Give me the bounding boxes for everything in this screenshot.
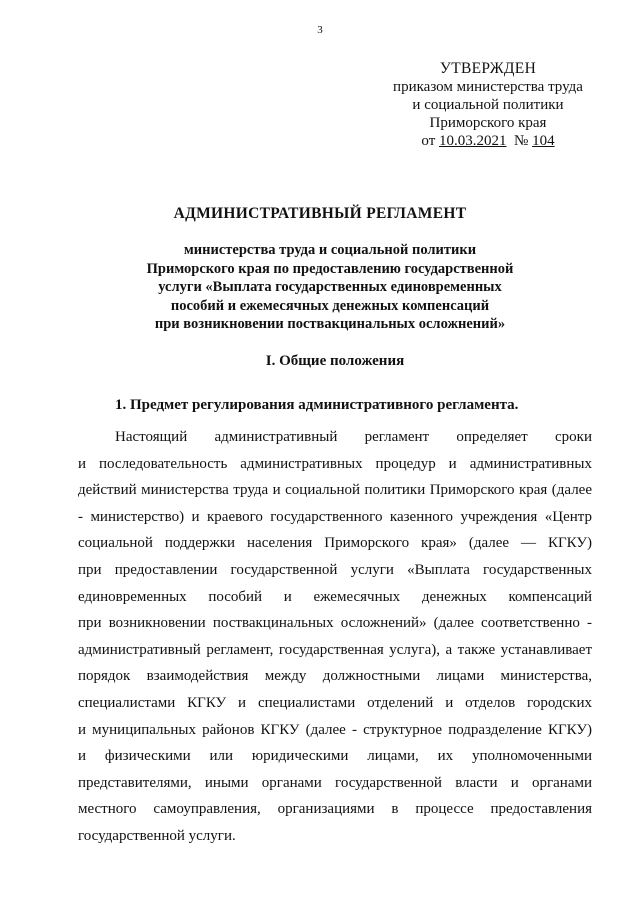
- body-line: представителями, иными органами государственной власти и органами: [78, 774, 592, 791]
- number-prefix: №: [514, 133, 529, 149]
- subtitle-line: пособий и ежемесячных денежных компенсаций: [170, 297, 490, 314]
- document-subtitle: [60, 241, 600, 334]
- body-line: местного самоуправления, организациями в процессе предоставления: [78, 801, 592, 818]
- approval-date-line: [388, 132, 588, 150]
- document-title: АДМИНИСТРАТИВНЫЙ РЕГЛАМЕНТ: [173, 205, 467, 222]
- body-line: Настоящий административный регламент определяет сроки: [115, 429, 592, 445]
- approval-line-2: и социальной политики: [412, 97, 564, 113]
- approval-block: [388, 60, 588, 150]
- body-line: при предоставлении государственной услуги «Выплата государственных: [78, 561, 592, 578]
- body-line: единовременных пособий и ежемесячных денежных компенсаций: [78, 588, 592, 605]
- subtitle-line: Приморского края по предоставлению государственной: [146, 260, 514, 277]
- body-line: и физическими или юридическими лицами, их уполномоченными: [78, 748, 592, 765]
- body-line: действий министерства труда и социальной политики Приморского края (далее: [78, 482, 592, 499]
- body-line: государственной услуги.: [78, 827, 236, 844]
- body-line: и последовательность административных процедур и административных: [78, 455, 592, 472]
- approval-date: 10.03.2021: [439, 133, 507, 149]
- page-number: 3: [317, 24, 323, 36]
- date-prefix: от: [421, 133, 436, 149]
- body-line: - министерство) и краевого государственного казенного учреждения «Центр: [78, 508, 592, 525]
- subtitle-line: министерства труда и социальной политики: [183, 242, 477, 258]
- approval-line-1: приказом министерства труда: [393, 79, 583, 95]
- body-line: специалистами КГКУ и специалистами отделений и отделов городских: [78, 694, 592, 711]
- body-line: социальной поддержки населения Приморского края» (далее — КГКУ): [78, 535, 592, 552]
- subtitle-line: услуги «Выплата государственных единовременных: [158, 279, 502, 295]
- body-line: и муниципальных районов КГКУ (далее - структурное подразделение КГКУ): [78, 721, 592, 738]
- approval-line-3: Приморского края: [429, 115, 547, 131]
- body-line: административный регламент, государственная услуга), а также устанавливает: [78, 641, 592, 658]
- body-paragraph: [78, 424, 592, 850]
- approval-number: 104: [532, 133, 555, 149]
- subsection-heading: 1. Предмет регулирования административного регламента.: [115, 397, 519, 413]
- subtitle-line: при возникновении поствакцинальных осложнений»: [154, 316, 506, 332]
- body-line: при возникновении поствакцинальных осложнений» (далее соответственно -: [78, 615, 592, 632]
- body-line: порядок взаимодействия между должностными лицами министерства,: [78, 668, 592, 685]
- section-heading: I. Общие положения: [265, 353, 405, 369]
- approval-heading: УТВЕРЖДЕН: [439, 60, 537, 77]
